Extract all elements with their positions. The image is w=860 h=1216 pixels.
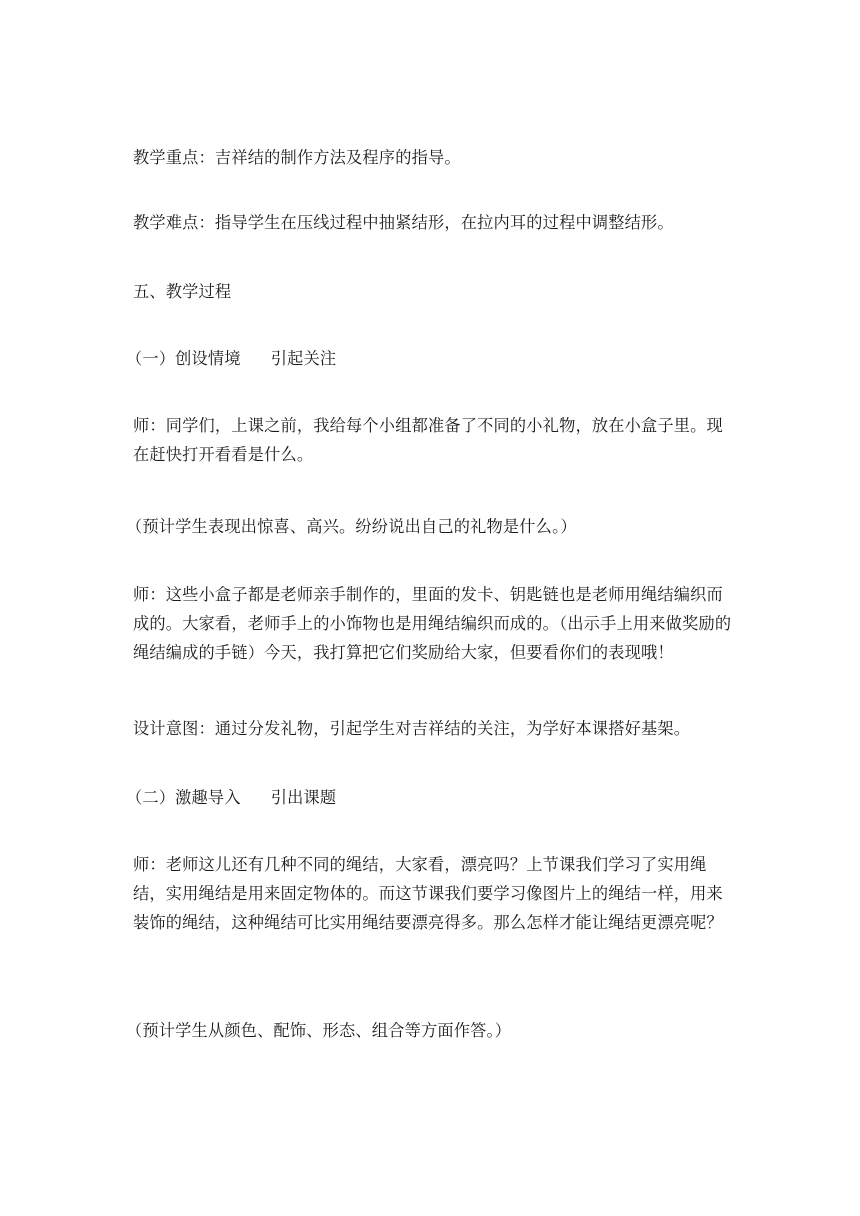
teaching-difficulty-paragraph: 教学难点：指导学生在压线过程中抽紧结形，在拉内耳的过程中调整结形。	[133, 213, 674, 232]
design-intent-paragraph: 设计意图：通过分发礼物，引起学生对吉祥结的关注，为学好本课搭好基架。	[133, 719, 691, 738]
subsection-heading-1	[126, 344, 726, 373]
subsection-2-title: （二）激趣导入	[126, 788, 241, 807]
teacher-dialogue-1: 师：同学们，上课之前，我给每个小组都准备了不同的小礼物，放在小盒子里。现在赶快打开看看是什么。	[133, 416, 723, 464]
expected-response-1: （预计学生表现出惊喜、高兴。纷纷说出自己的礼物是什么。）	[126, 517, 577, 536]
teacher-dialogue-3: 师：老师这儿还有几种不同的绳结，大家看，漂亮吗？上节课我们学习了实用绳结，实用绳结是用来固定物体的。而这节课我们要学习像图片上的绳结一样，用来装饰的绳结，这种绳结可比实用绳结要漂亮得多。那么怎样才能让绳结更漂亮呢？	[133, 855, 723, 932]
section-heading-teaching-process: 五、教学过程	[133, 282, 232, 301]
subsection-1-title: （一）创设情境	[126, 349, 241, 368]
subsection-1-subtitle: 引起关注	[270, 349, 337, 368]
teaching-focus-paragraph: 教学重点：吉祥结的制作方法及程序的指导。	[133, 148, 461, 167]
teacher-dialogue-2: 师：这些小盒子都是老师亲手制作的，里面的发卡、钥匙链也是老师用绳结编织而成的。大家看，老师手上的小饰物也是用绳结编织而成的。（出示手上用来做奖励的绳结编成的手链）今天，我打算把它们奖励给大家，但要看你们的表现哦！	[133, 585, 732, 662]
subsection-2-subtitle: 引出课题	[270, 788, 337, 807]
subsection-heading-2	[126, 783, 726, 812]
expected-response-2: （预计学生从颜色、配饰、形态、组合等方面作答。）	[126, 1021, 512, 1040]
